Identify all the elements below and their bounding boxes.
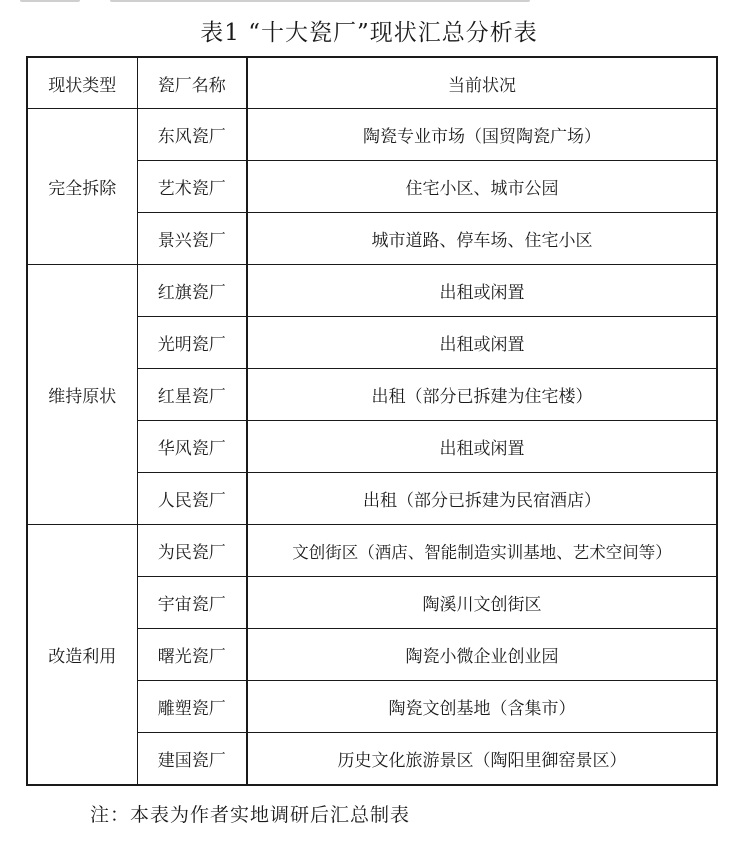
factory-name-cell: 景兴瓷厂	[137, 213, 247, 265]
factory-name-cell: 为民瓷厂	[137, 525, 247, 577]
cropped-previous-line	[0, 0, 738, 4]
factory-name-cell: 艺术瓷厂	[137, 161, 247, 213]
factory-name-cell: 红星瓷厂	[137, 369, 247, 421]
status-cell: 出租或闲置	[247, 265, 717, 317]
status-cell: 出租或闲置	[247, 421, 717, 473]
factory-name-cell: 曙光瓷厂	[137, 629, 247, 681]
factory-name-cell: 红旗瓷厂	[137, 265, 247, 317]
table-header-row	[27, 57, 717, 109]
status-cell: 陶瓷专业市场（国贸陶瓷广场）	[247, 109, 717, 161]
factory-name-cell: 宇宙瓷厂	[137, 577, 247, 629]
factory-name-cell: 东风瓷厂	[137, 109, 247, 161]
status-cell: 住宅小区、城市公园	[247, 161, 717, 213]
factory-name-cell: 华风瓷厂	[137, 421, 247, 473]
factory-name-cell: 雕塑瓷厂	[137, 681, 247, 733]
table-note: 注：本表为作者实地调研后汇总制表	[90, 804, 411, 826]
status-cell: 出租或闲置	[247, 317, 717, 369]
group-type-cell: 完全拆除	[27, 109, 137, 265]
table-row	[27, 265, 717, 317]
status-cell: 历史文化旅游景区（陶阳里御窑景区）	[247, 733, 717, 786]
table-row	[27, 525, 717, 577]
status-cell: 文创街区（酒店、智能制造实训基地、艺术空间等）	[247, 525, 717, 577]
factory-name-cell: 光明瓷厂	[137, 317, 247, 369]
status-cell: 出租（部分已拆建为住宅楼）	[247, 369, 717, 421]
summary-table	[26, 56, 718, 786]
status-cell: 陶瓷小微企业创业园	[247, 629, 717, 681]
group-type-cell: 维持原状	[27, 265, 137, 525]
status-cell: 城市道路、停车场、住宅小区	[247, 213, 717, 265]
status-cell: 陶溪川文创街区	[247, 577, 717, 629]
factory-name-cell: 建国瓷厂	[137, 733, 247, 786]
table-row	[27, 109, 717, 161]
header-type: 现状类型	[27, 57, 137, 109]
group-type-cell: 改造利用	[27, 525, 137, 786]
table-title: 表1 “十大瓷厂”现状汇总分析表	[200, 20, 538, 46]
header-name: 瓷厂名称	[137, 57, 247, 109]
status-cell: 出租（部分已拆建为民宿酒店）	[247, 473, 717, 525]
status-cell: 陶瓷文创基地（含集市）	[247, 681, 717, 733]
header-status: 当前状况	[247, 57, 717, 109]
factory-name-cell: 人民瓷厂	[137, 473, 247, 525]
